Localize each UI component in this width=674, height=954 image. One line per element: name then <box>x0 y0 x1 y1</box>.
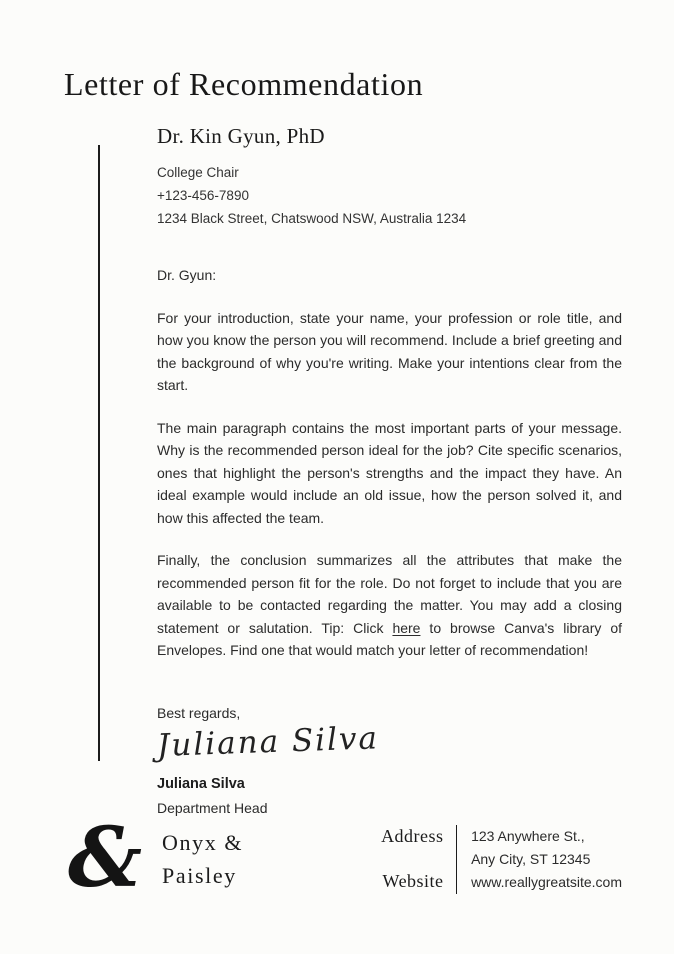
signature-script: Juliana Silva <box>156 720 380 764</box>
recipient-name: Dr. Kin Gyun, PhD <box>157 124 325 148</box>
conclusion-text-before-link: Finally, the conclusion summarizes all the attributes that make the recommended person fit for the role. Do not forget to include that you are available to be contacted regarding the matter. You may add a closing statement or salutation. Tip: Click <box>157 552 622 636</box>
recipient-details <box>157 161 622 230</box>
here-link[interactable]: here <box>392 619 421 636</box>
ampersand-logo-icon: & <box>68 810 143 907</box>
letter-body <box>157 124 622 816</box>
brand-block <box>68 810 244 907</box>
page-title: Letter of Recommendation <box>64 66 424 102</box>
brand-name <box>162 826 243 892</box>
contact-block <box>381 825 622 894</box>
recipient-address: 1234 Black Street, Chatswood NSW, Australia 1234 <box>157 211 467 226</box>
contact-labels <box>381 825 444 894</box>
signer-name: Juliana Silva <box>157 776 245 792</box>
paragraph-conclusion <box>157 549 622 662</box>
vertical-rule <box>98 145 100 761</box>
recipient-role: College Chair <box>157 165 239 180</box>
salutation: Dr. Gyun: <box>157 267 217 283</box>
website-label: Website <box>382 870 444 891</box>
sign-off: Best regards, <box>157 704 241 721</box>
address-line-1: 123 Anywhere St., <box>471 827 585 844</box>
address-line-2: Any City, ST 12345 <box>471 850 591 867</box>
signer-title: Department Head <box>157 800 268 816</box>
website-url: www.reallygreatsite.com <box>471 873 622 890</box>
recipient-phone: +123-456-7890 <box>157 188 249 203</box>
contact-values <box>471 825 622 894</box>
conclusion-text-after-link: to browse Canva's library of Envelopes. Find one that would match your letter of recommendation! <box>157 619 622 658</box>
brand-name-line2: Paisley <box>162 863 237 888</box>
paragraph-main: The main paragraph contains the most important parts of your message. Why is the recommended person ideal for the job? Cite specific scenarios, ones that highlight the person's strengths and the impact they have. An ideal example would include an old issue, how the person solved it, and how this affected the team. <box>157 419 622 526</box>
brand-name-line1: Onyx & <box>162 830 244 855</box>
address-label: Address <box>381 825 444 846</box>
contact-divider <box>456 825 458 894</box>
footer <box>68 810 622 907</box>
paragraph-introduction: For your introduction, state your name, your profession or role title, and how you know the person you will recommend. Include a brief greeting and the background of why you're writing. Make your intentions clear from the start. <box>157 309 622 393</box>
